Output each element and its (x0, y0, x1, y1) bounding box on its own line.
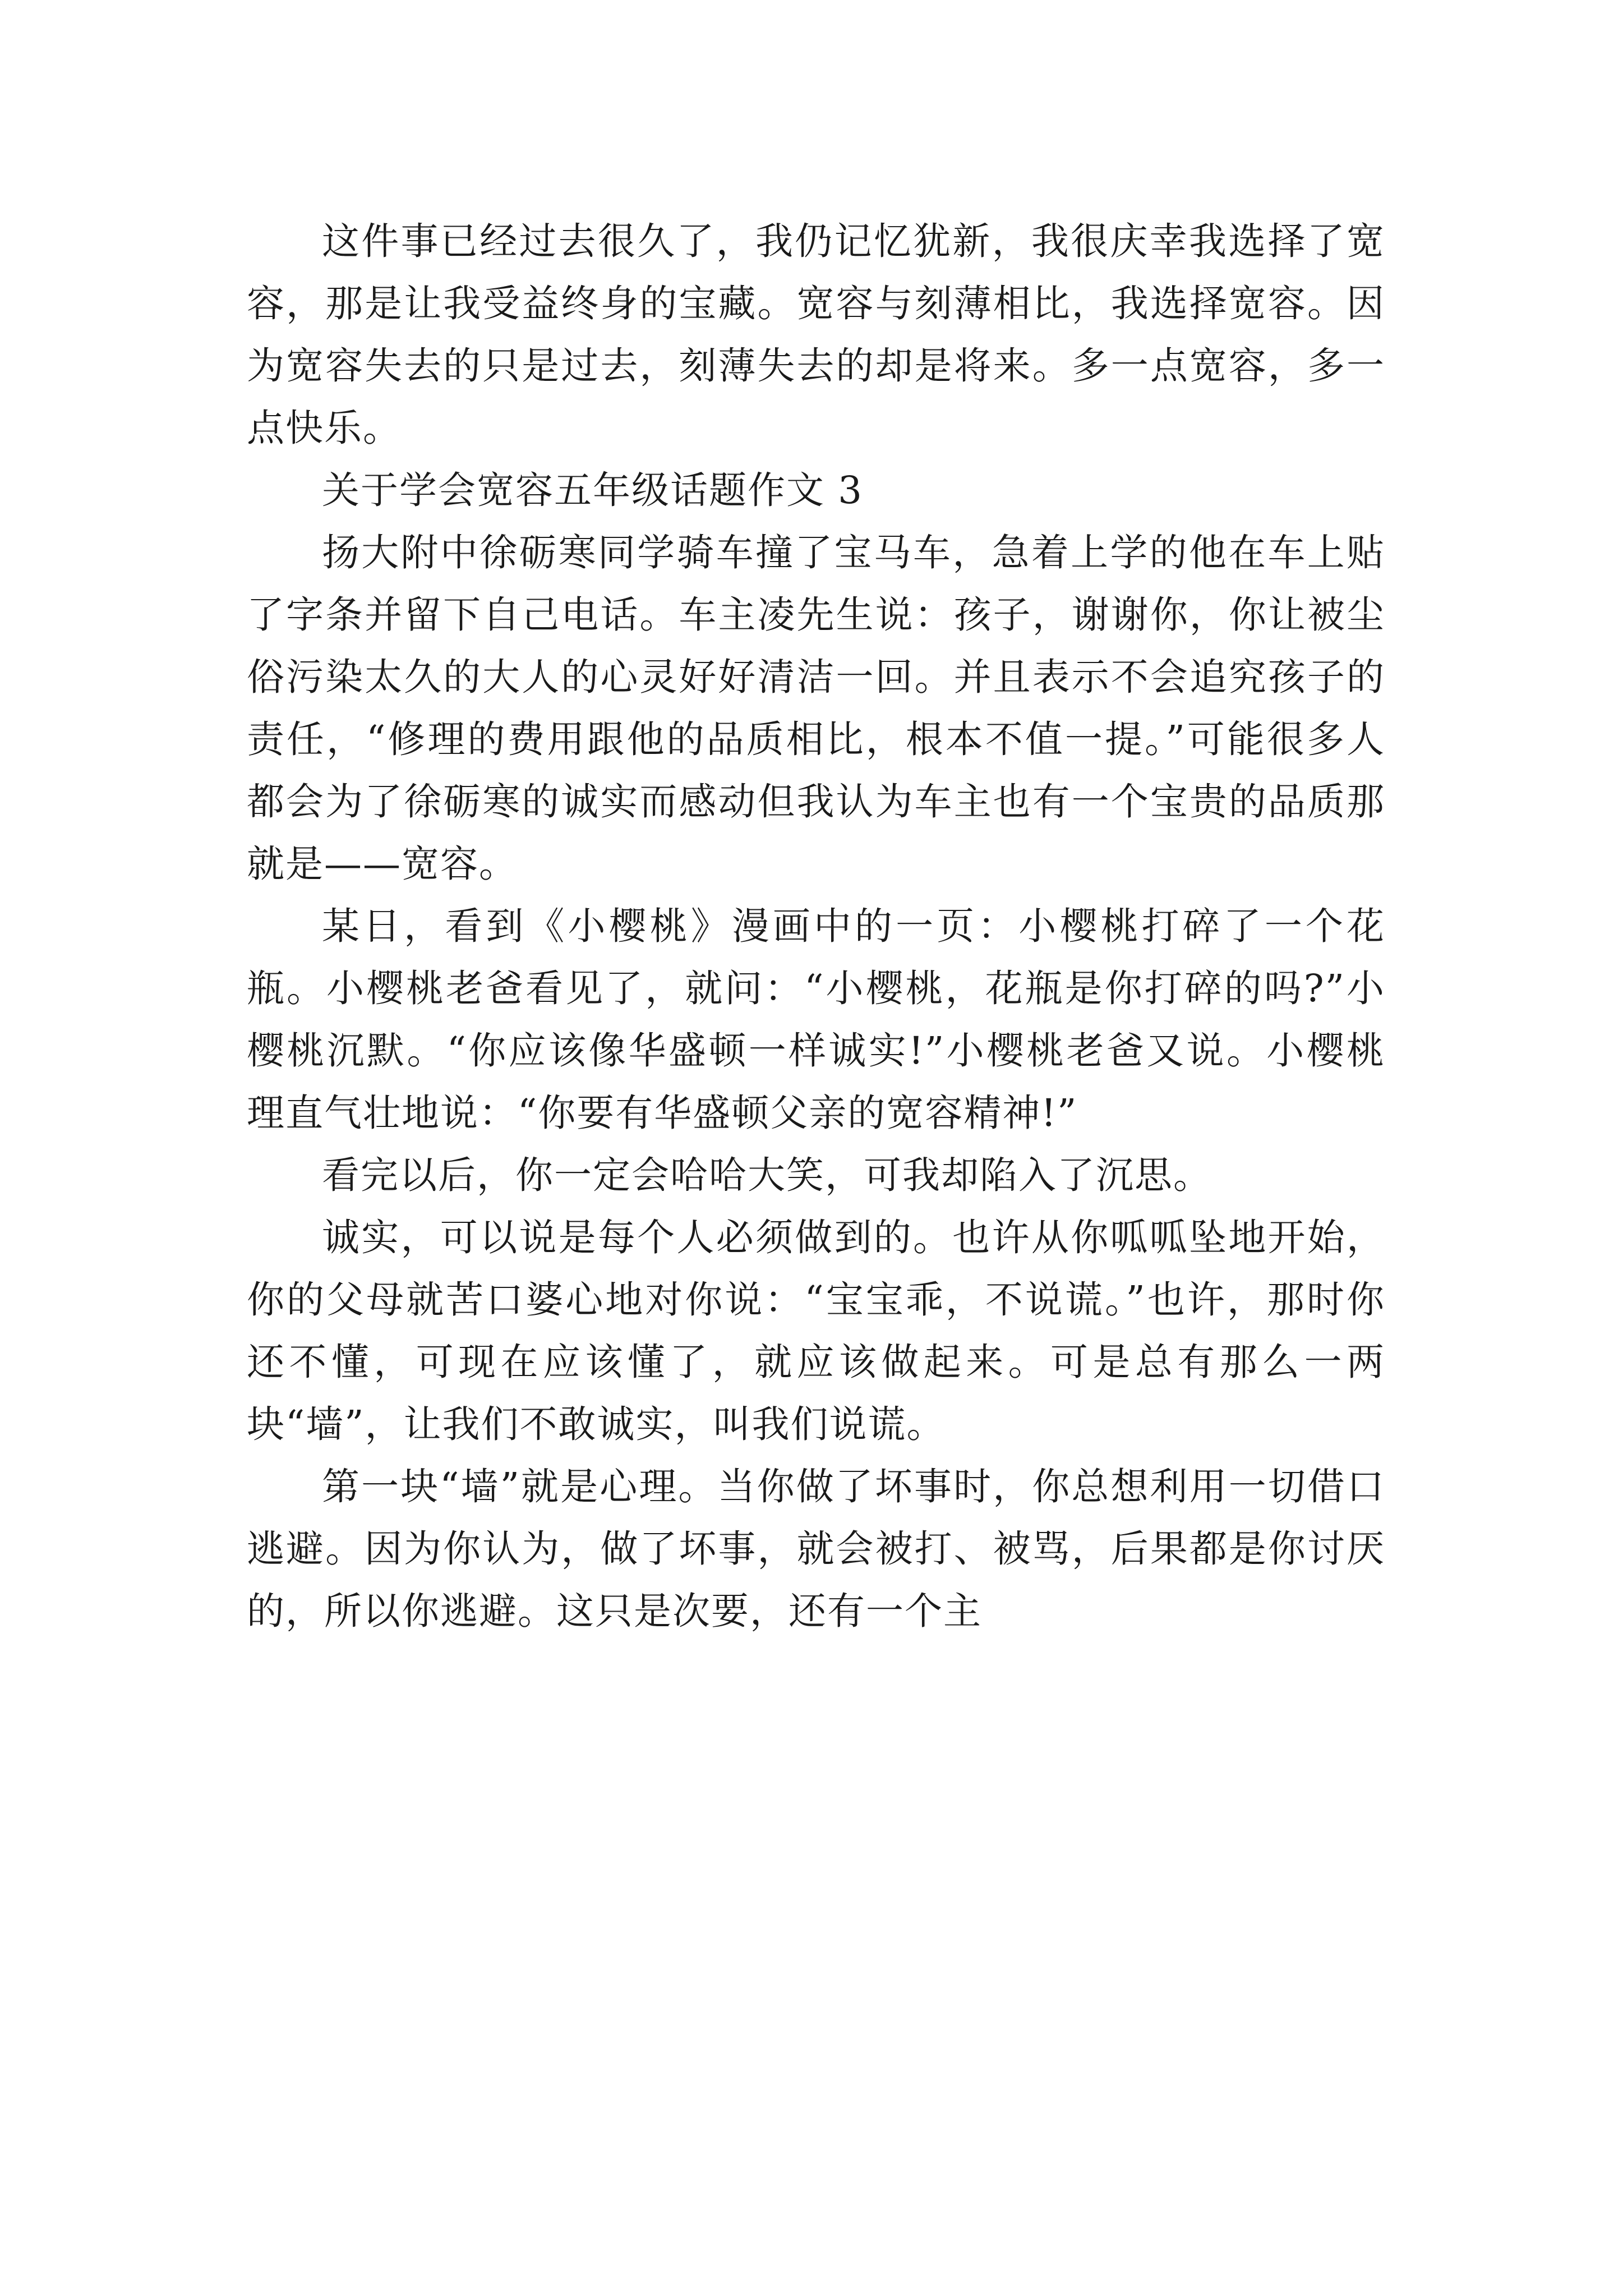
paragraph-6: 第一块“墙”就是心理。当你做了坏事时，你总想利用一切借口逃避。因为你认为，做了坏事，就会被打、被骂，后果都是你讨厌的，所以你逃避。这只是次要，还有一个主 (247, 1465, 1385, 1633)
paragraph-5: 诚实，可以说是每个人必须做到的。也许从你呱呱坠地开始，你的父母就苦口婆心地对你说：“宝宝乖，不说谎。”也许，那时你还不懂，可现在应该懂了，就应该做起来。可是总有那么一两块“墙”，让我们不敢诚实，叫我们说谎。 (247, 1216, 1385, 1446)
paragraph-2: 扬大附中徐砺寒同学骑车撞了宝马车，急着上学的他在车上贴了字条并留下自己电话。车主凌先生说：孩子，谢谢你，你让被尘俗污染太久的大人的心灵好好清洁一回。并且表示不会追究孩子的责任，“修理的费用跟他的品质相比，根本不值一提。”可能很多人都会为了徐砺寒的诚实而感动但我认为车主也有一个宝贵的品质那就是——宽容。 (247, 531, 1385, 886)
section-heading: 关于学会宽容五年级话题作文 3 (322, 468, 863, 512)
document-body (247, 210, 1385, 1642)
paragraph-3: 某日，看到《小樱桃》漫画中的一页：小樱桃打碎了一个花瓶。小樱桃老爸看见了，就问：“小樱桃，花瓶是你打碎的吗?”小樱桃沉默。“你应该像华盛顿一样诚实!”小樱桃老爸又说。小樱桃理直气壮地说：“你要有华盛顿父亲的宽容精神!” (247, 904, 1385, 1135)
paragraph-1: 这件事已经过去很久了，我仍记忆犹新，我很庆幸我选择了宽容，那是让我受益终身的宝藏。宽容与刻薄相比，我选择宽容。因为宽容失去的只是过去，刻薄失去的却是将来。多一点宽容，多一点快乐。 (247, 219, 1385, 450)
paragraph-4: 看完以后，你一定会哈哈大笑，可我却陷入了沉思。 (322, 1153, 1212, 1197)
